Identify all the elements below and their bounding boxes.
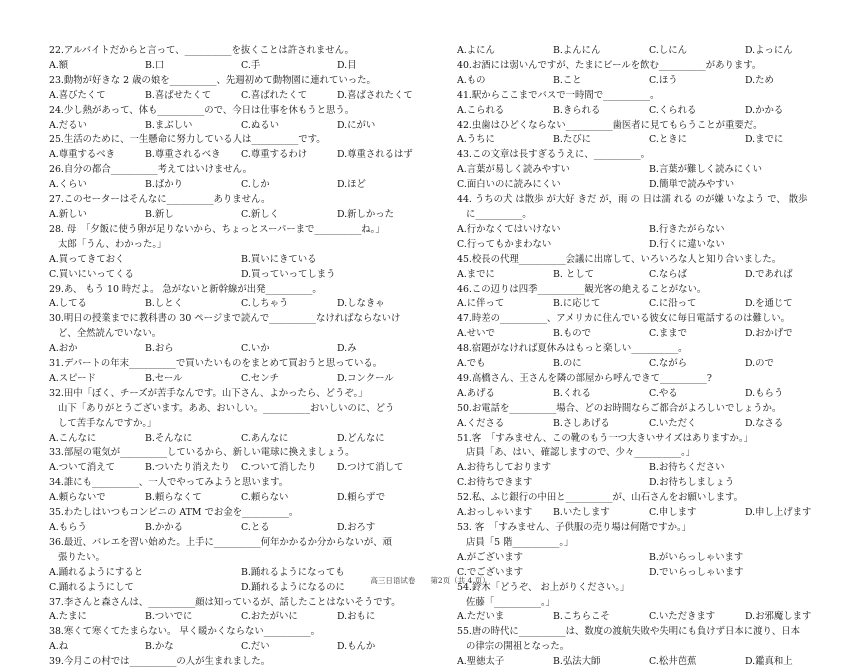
question-text: 54.鈴木「どうぞ、 お上がりください。」: [457, 581, 630, 593]
answer-option: D.を通じて: [745, 298, 793, 310]
answer-option: A.新しい: [49, 208, 87, 220]
question-continuation: に__________。: [466, 208, 532, 220]
answer-option: A.せいで: [457, 328, 495, 340]
options-row: [49, 297, 433, 312]
question-text: 33.部屋の電気が__________しているから、新しい電球に換えましょう。: [49, 447, 355, 459]
answer-option: A.ただいま: [457, 611, 505, 623]
answer-option: A.くださる: [457, 417, 505, 429]
question-block: [457, 283, 841, 313]
options-row: [457, 163, 841, 178]
answer-option: B.弘法大師: [553, 656, 601, 668]
answer-option: B.ついでに: [145, 611, 193, 623]
question-block: [49, 163, 433, 193]
options-row: [49, 253, 433, 268]
question-block: [49, 446, 433, 476]
options-row: [457, 461, 841, 476]
options-row: [49, 521, 433, 536]
answer-option: A.お待ちしております: [457, 462, 552, 474]
question-text: 34.誰にも__________、一人でやってみようと思います。: [49, 477, 289, 489]
answer-option: A.がございます: [457, 551, 524, 563]
question-block: [49, 283, 433, 313]
question-text: 26.自分の都合__________考えてはいけません。: [49, 164, 252, 176]
question-text: 44. うちの犬 は散歩 が大好 きだ が，雨 の 日は濡 れる のが嫌 いなよう で、 散歩: [457, 194, 808, 206]
answer-option: C.やる: [649, 387, 678, 399]
answer-option: C.いか: [241, 343, 270, 355]
answer-option: C.いただきます: [649, 611, 716, 623]
answer-option: B.よんにん: [553, 45, 601, 56]
question-block: [49, 655, 433, 670]
question-block: [49, 625, 433, 655]
answer-option: C.ままで: [649, 328, 687, 340]
question-text: 31.デパートの年末__________で買いたいものをまとめて買おうと思っている。: [49, 358, 383, 370]
answer-option: C.ぬるい: [241, 119, 279, 131]
answer-option: B.セール: [145, 372, 183, 384]
question-text: 46.この辺りは四季__________観光客の絶えることがない。: [457, 283, 707, 295]
answer-option: D.申し上げます: [745, 507, 812, 519]
answer-option: A.ついて消えて: [49, 462, 116, 474]
question-text: 43.この文章は長すぎるうえに、__________。: [457, 149, 651, 161]
answer-option: A.だるい: [49, 119, 87, 131]
answer-option: B.こちらこそ: [553, 611, 610, 623]
options-row: [49, 59, 433, 74]
answer-option: A.言葉が易しく読みやすい: [457, 164, 570, 176]
answer-option: A.頼らないで: [49, 492, 106, 504]
answer-option: A.もの: [457, 74, 486, 86]
answer-option: A.買ってきておく: [49, 253, 125, 265]
answer-option: C.センチ: [241, 372, 279, 384]
answer-option: A.踊れるようにすると: [49, 566, 144, 578]
options-row: [457, 268, 841, 283]
answer-option: C.尊重するわけ: [241, 149, 308, 161]
question-block: [49, 74, 433, 104]
answer-option: D.もらう: [745, 387, 784, 399]
question-text: 24.少し熱があって、体も__________ので、今日は仕事を休もうと思う。: [49, 104, 355, 116]
answer-option: D.でいらっしゃいます: [649, 566, 744, 578]
answer-option: C.面白いのに読みにくい: [457, 179, 561, 191]
answer-option: D.お待ちしましょう: [649, 477, 735, 489]
question-block: [457, 491, 841, 521]
answer-option: D.どんなに: [337, 432, 385, 444]
question-text: 51.客 「すみません、この靴のもう一つ大きいサイズはありますか。」: [457, 432, 753, 444]
answer-option: A.までに: [457, 268, 495, 280]
answer-option: B.こと: [553, 74, 582, 86]
answer-option: D.つけて消して: [337, 462, 404, 474]
answer-option: A.くらい: [49, 179, 87, 191]
answer-option: C.踊れるようにして: [49, 581, 134, 593]
answer-option: B.かな: [145, 641, 174, 653]
answer-option: C.手: [241, 59, 261, 71]
question-text: 41.駅からここまでバスで一時間で__________。: [457, 89, 660, 101]
answer-option: D.み: [337, 343, 357, 355]
question-block: [49, 44, 433, 74]
answer-option: D.もんか: [337, 641, 376, 653]
options-row: [457, 238, 841, 253]
answer-option: C.だい: [241, 641, 270, 653]
answer-option: D.尊重されるはず: [337, 149, 413, 161]
options-row: [457, 223, 841, 238]
answer-option: C.しか: [241, 179, 270, 191]
question-block: [457, 521, 841, 581]
answer-option: B.行きたがらない: [649, 223, 725, 235]
options-row: [49, 342, 433, 357]
answer-option: A.あげる: [457, 387, 495, 399]
answer-option: A.よにん: [457, 45, 495, 56]
options-row: [457, 178, 841, 193]
question-text: 39.今月この村では__________の人が生まれました。: [49, 656, 271, 668]
answer-option: D.ので: [745, 358, 774, 370]
answer-option: D.であれば: [745, 268, 793, 280]
options-row: [457, 133, 841, 148]
answer-option: B.ばかり: [145, 179, 183, 191]
question-block: [49, 536, 433, 596]
question-text: 27.このセーターはそんなに__________ありません。: [49, 194, 271, 206]
answer-option: D.おもに: [337, 611, 376, 623]
question-block: [457, 253, 841, 283]
answer-option: C.喜ばれたくて: [241, 89, 308, 101]
options-row: [457, 357, 841, 372]
options-row: [457, 610, 841, 625]
answer-option: A.もらう: [49, 522, 87, 533]
options-row: [49, 119, 433, 134]
question-continuation: 佐藤「__________。」: [466, 596, 556, 608]
answer-option: B.たびに: [553, 134, 591, 146]
answer-option: B.新し: [145, 208, 174, 220]
question-text: 35.わたしはいつもコンビニの ATM でお金を__________。: [49, 507, 299, 519]
answer-option: A.聖徳太子: [457, 656, 505, 668]
question-block: [457, 89, 841, 119]
answer-option: B.がいらっしゃいます: [649, 551, 744, 563]
options-row: [49, 640, 433, 655]
answer-option: B.ついたり消えたり: [145, 462, 230, 474]
options-row: [457, 44, 841, 59]
answer-option: B.踊れるようになっても: [241, 566, 345, 578]
question-block: [457, 148, 841, 193]
answer-option: A.おか: [49, 343, 78, 355]
question-text: 22.アルバイトだからと言って、__________を抜くことは許されません。: [49, 45, 354, 56]
answer-option: C.とる: [241, 522, 270, 533]
answer-option: D.新しかった: [337, 208, 395, 220]
question-continuation: ど、全然読んでいない。: [58, 328, 162, 340]
question-block: [49, 133, 433, 163]
answer-option: A.に伴って: [457, 298, 505, 310]
question-text: 40.お酒には弱いんですが、たまにビールを飲む__________があります。: [457, 59, 762, 71]
question-block: [49, 357, 433, 387]
answer-option: C.ならば: [649, 268, 687, 280]
answer-option: A.額: [49, 59, 69, 71]
answer-option: D.おかげで: [745, 328, 793, 340]
question-block: [457, 119, 841, 149]
answer-option: D.お邪魔します: [745, 611, 812, 623]
answer-option: C.いただく: [649, 417, 697, 429]
page-footer: 高三日语试卷 第2页（共 4 页）: [370, 576, 490, 585]
question-block: [457, 44, 841, 59]
answer-option: C.くられる: [649, 104, 697, 116]
answer-option: D.かかる: [745, 104, 784, 116]
answer-option: B.まぶしい: [145, 119, 193, 131]
options-row: [49, 178, 433, 193]
answer-option: C.申します: [649, 507, 697, 519]
answer-option: B.お待ちください: [649, 462, 725, 474]
answer-option: D.にがい: [337, 119, 376, 131]
options-row: [49, 491, 433, 506]
answer-option: C.松井芭蕉: [649, 656, 697, 668]
answer-option: D.目: [337, 59, 357, 71]
answer-option: B.に応じて: [553, 298, 601, 310]
answer-option: C.行ってもかまわない: [457, 238, 552, 250]
answer-option: D.おろす: [337, 522, 376, 533]
question-text: 47.時差の__________、アメリカに住んでいる彼女に毎日電話するのは難しい。: [457, 313, 791, 325]
answer-option: B.尊重されるべき: [145, 149, 221, 161]
answer-option: A.喜びたくて: [49, 89, 106, 101]
question-block: [457, 193, 841, 253]
options-row: [457, 104, 841, 119]
question-block: [457, 402, 841, 432]
question-block: [49, 387, 433, 447]
question-block: [49, 223, 433, 283]
options-row: [457, 327, 841, 342]
answer-option: D.買っていってしまう: [241, 268, 336, 280]
answer-option: C.おたがいに: [241, 611, 298, 623]
answer-option: A.うちに: [457, 134, 495, 146]
answer-option: A.尊重するべき: [49, 149, 116, 161]
question-continuation: して苦手なんですか。」: [58, 417, 157, 429]
question-continuation: 店員「5 階__________。」: [466, 536, 574, 548]
question-block: [457, 342, 841, 372]
answer-option: A.たまに: [49, 611, 87, 623]
answer-option: B.のに: [553, 358, 582, 370]
answer-option: A.スピード: [49, 372, 96, 384]
question-block: [457, 59, 841, 89]
answer-option: D.よっにん: [745, 45, 793, 56]
options-row: [49, 461, 433, 476]
answer-option: B.そんなに: [145, 432, 193, 444]
question-text: 50.お電話を__________場合、どのお時間ならご都合がよろしいでしょうか。: [457, 402, 782, 414]
answer-option: C.ときに: [649, 134, 687, 146]
options-row: [49, 268, 433, 283]
answer-option: D.喜ばされたくて: [337, 89, 413, 101]
question-text: 52.私、ふじ銀行の中田と__________が、山石さんをお願いします。: [457, 492, 744, 504]
answer-option: D.簡単で読みやすい: [649, 179, 735, 191]
answer-option: D.コンクール: [337, 372, 394, 384]
answer-option: D.しなきゃ: [337, 298, 385, 310]
question-text: 30.明日の授業までに教科書の 30 ページまで読んで__________なければならないけ: [49, 313, 401, 325]
answer-option: C.お待ちできます: [457, 477, 533, 489]
question-block: [49, 506, 433, 536]
question-text: 48.宿題がなければ夏休みはもっと楽しい__________。: [457, 343, 688, 355]
question-text: 53. 客 「すみません、子供服の売り場は何階ですか。」: [457, 522, 692, 533]
options-row: [457, 476, 841, 491]
question-text: 49.高橋さん、王さんを隣の部屋から呼んできて__________?: [457, 372, 712, 384]
options-row: [457, 417, 841, 432]
question-block: [49, 193, 433, 223]
answer-option: D.なさる: [745, 417, 784, 429]
question-text: 28. 母 「夕飯に使う卵が足りないから、ちょっとスーパーまで__________ね。」: [49, 223, 385, 235]
question-block: [49, 104, 433, 134]
answer-option: C.ついて消したり: [241, 462, 317, 474]
answer-option: C.しちゃう: [241, 298, 289, 310]
answer-option: A.こられる: [457, 104, 505, 116]
options-row: [49, 372, 433, 387]
answer-option: B. として: [553, 268, 594, 280]
answer-option: B.かかる: [145, 522, 183, 533]
answer-option: D.ため: [745, 74, 774, 86]
options-row: [457, 387, 841, 402]
answer-option: B.喜ばせたくて: [145, 89, 212, 101]
question-text: 55.唐の時代に__________は、数度の渡航失敗や失明にも負けず日本に渡り、日本: [457, 626, 801, 638]
options-row: [457, 297, 841, 312]
answer-option: B.きられる: [553, 104, 601, 116]
options-row: [49, 610, 433, 625]
answer-option: A.してる: [49, 298, 87, 310]
answer-option: B.さしあげる: [553, 417, 610, 429]
question-block: [457, 625, 841, 670]
question-continuation: 太郎「うん、わかった。」: [58, 238, 167, 250]
question-text: 36.最近、バレエを習い始めた。上手に__________何年かかるか分からないが、頑: [49, 536, 393, 548]
answer-option: D.ほど: [337, 179, 366, 191]
answer-option: A.でも: [457, 358, 486, 370]
answer-option: A.おっしゃいます: [457, 507, 533, 519]
answer-option: D.鑑真和上: [745, 656, 793, 668]
answer-option: B.頼らなくて: [145, 492, 202, 504]
question-block: [457, 372, 841, 402]
answer-option: B.買いにきている: [241, 253, 317, 265]
question-text: 25.生活のために、一生懸命に努力している人は__________です。: [49, 134, 326, 146]
answer-option: C.ほう: [649, 74, 678, 86]
options-row: [457, 506, 841, 521]
answer-option: C.に沿って: [649, 298, 697, 310]
question-continuation: の律宗の開祖となった。: [466, 641, 570, 653]
answer-option: D.までに: [745, 134, 784, 146]
question-continuation: 張りたい。: [58, 551, 105, 563]
answer-option: D.頼らずで: [337, 492, 385, 504]
question-text: 45.校長の代理__________会議に出席して、いろいろな人と知り合いました。: [457, 253, 782, 265]
question-block: [49, 476, 433, 506]
answer-option: B.いたします: [553, 507, 610, 519]
question-text: 32.田中「ぼく、チーズが苦手なんです。山下さん、よかったら、どうぞ。」: [49, 387, 368, 399]
answer-option: C.あんなに: [241, 432, 289, 444]
question-block: [457, 432, 841, 492]
options-row: [49, 432, 433, 447]
answer-option: B.おら: [145, 343, 174, 355]
answer-option: C.しにん: [649, 45, 687, 56]
answer-option: C.ながら: [649, 358, 687, 370]
answer-option: B.くれる: [553, 387, 591, 399]
question-text: 42.虫歯はひどくならない__________歯医者に見てもらうことが重要だ。: [457, 119, 763, 131]
answer-option: A.行かなくてはいけない: [457, 223, 561, 235]
answer-option: C.買いにいってくる: [49, 268, 134, 280]
answer-option: B.言葉が難しく読みにくい: [649, 164, 762, 176]
question-text: 37.李さんと森さんは、__________顔は知っているが、話したことはないそうです。: [49, 596, 401, 608]
options-row: [457, 655, 841, 670]
answer-option: C.でございます: [457, 566, 524, 578]
answer-option: A.こんなに: [49, 432, 97, 444]
question-text: 38.寒くて寒くてたまらない。 早く暖かくならない__________。: [49, 626, 321, 638]
question-text: 29.あ、 もう 10 時だよ。 急がないと新幹線が出発__________。: [49, 283, 322, 295]
answer-option: A.ね: [49, 641, 69, 653]
options-row: [457, 551, 841, 566]
answer-option: B.もので: [553, 328, 591, 340]
question-continuation: 店員「あ、はい、確認しますので、少々__________。」: [466, 447, 696, 459]
options-row: [49, 148, 433, 163]
options-row: [49, 208, 433, 223]
answer-option: D.踊れるようになるのに: [241, 581, 345, 593]
answer-option: D.行くに違いない: [649, 238, 725, 250]
answer-option: C.新しく: [241, 208, 279, 220]
question-block: [457, 312, 841, 342]
question-block: [49, 596, 433, 626]
options-row: [49, 89, 433, 104]
question-text: 23.動物が好きな 2 歳の娘を__________、先週初めて動物園に連れていった。: [49, 74, 376, 86]
answer-option: B.しとく: [145, 298, 183, 310]
options-row: [457, 74, 841, 89]
question-continuation: 山下「ありがとうございます。ああ、おいしい。__________おいしいのに、どう: [58, 402, 395, 414]
answer-option: B.口: [145, 59, 165, 71]
question-block: [49, 312, 433, 357]
question-block: [457, 581, 841, 626]
answer-option: C.頼らない: [241, 492, 289, 504]
